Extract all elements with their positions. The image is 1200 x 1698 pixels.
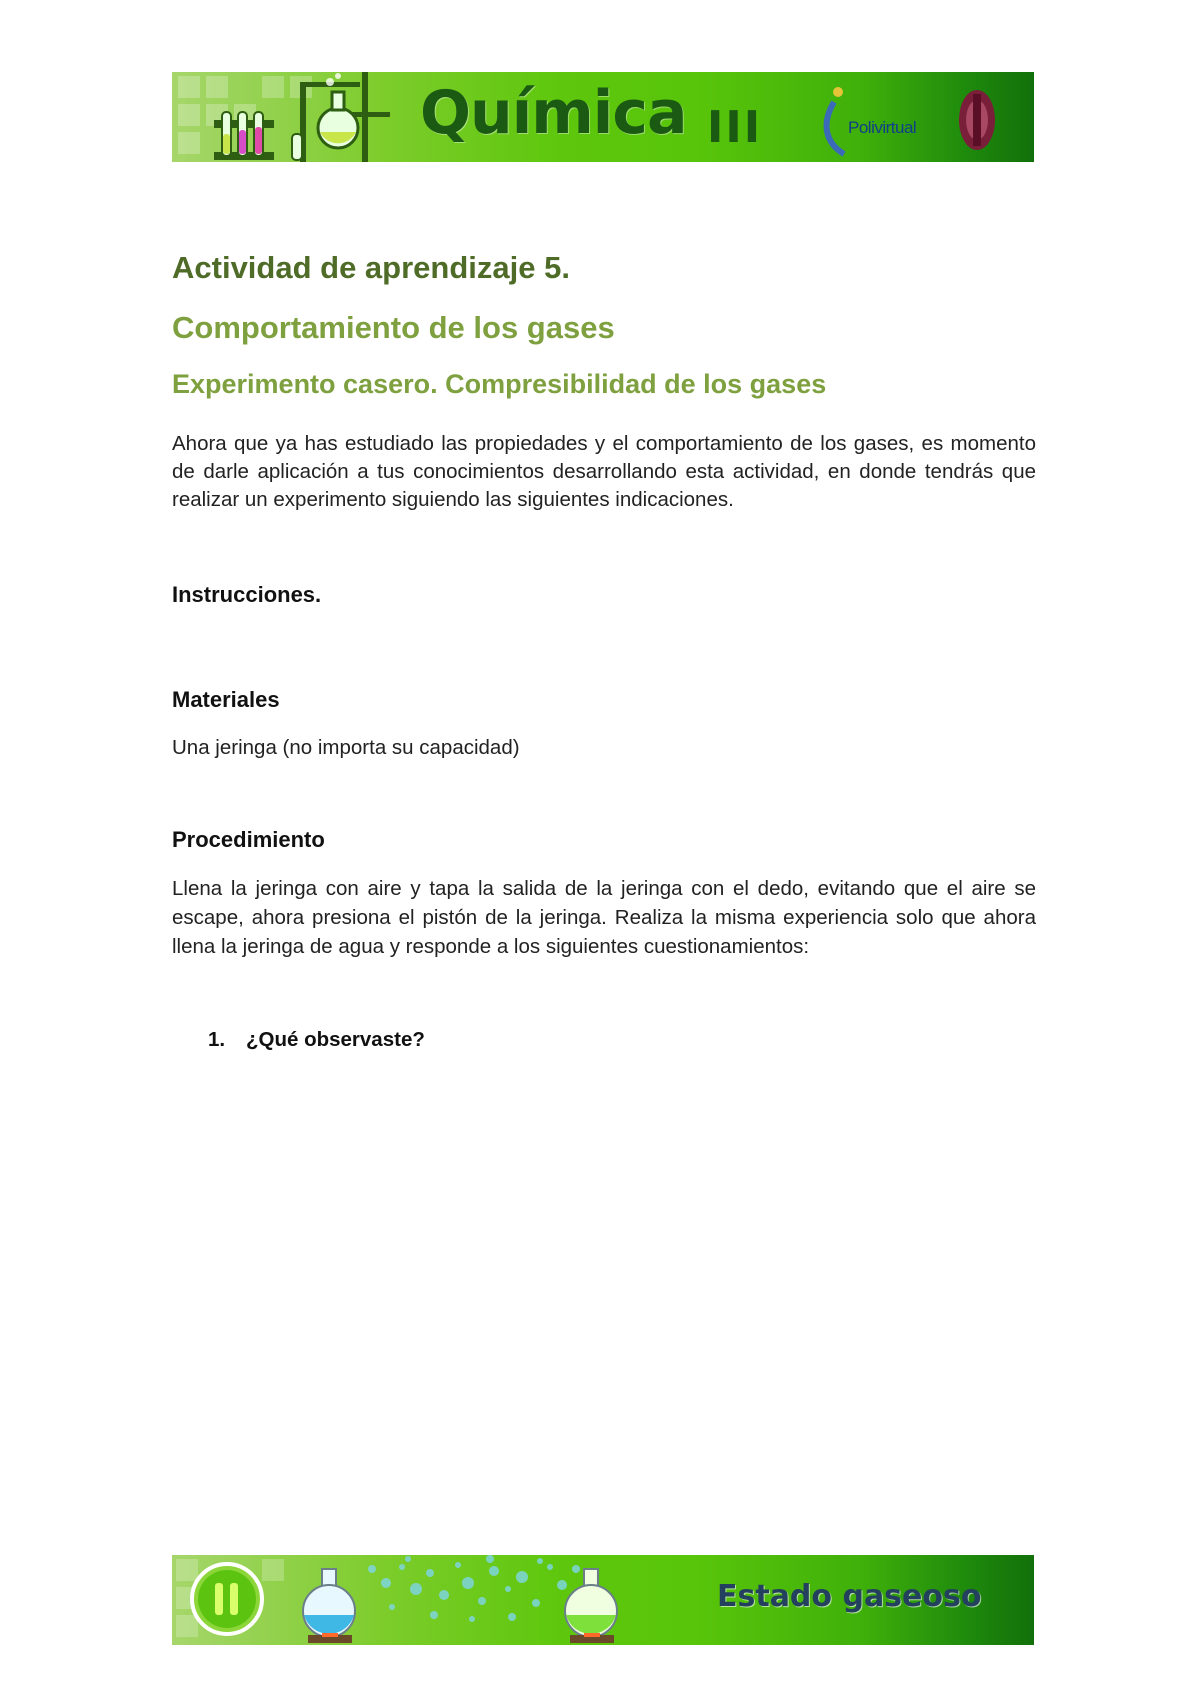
question-number: 1. — [208, 1028, 226, 1051]
course-title: Química — [420, 78, 687, 148]
ipn-seal — [959, 90, 995, 150]
question-text: ¿Qué observaste? — [246, 1028, 425, 1051]
materials-heading: Materiales — [172, 687, 280, 712]
instructions-heading: Instrucciones. — [172, 582, 322, 607]
topic-title: Comportamiento de los gases — [172, 310, 615, 345]
course-level: III — [707, 102, 763, 153]
polivirtual-label: Polivirtual — [848, 118, 917, 137]
flask-blue-icon — [303, 1569, 355, 1643]
procedure-heading: Procedimiento — [172, 827, 325, 852]
activity-title: Actividad de aprendizaje 5. — [172, 250, 570, 285]
test-tubes-icon — [214, 112, 274, 160]
procedure-paragraph: Llena la jeringa con aire y tapa la salida de la jeringa con el dedo, evitando que el aire se escape, ahora presiona el pistón de la jeringa. Realiza la misma experiencia solo que ahora llena la jeringa de agua y responde a los siguientes cuestionamientos: — [172, 877, 1036, 958]
footer-banner — [172, 1555, 1034, 1645]
materials-text: Una jeringa (no importa su capacidad) — [172, 736, 520, 759]
flask-green-icon — [565, 1569, 617, 1643]
intro-paragraph: Ahora que ya has estudiado las propiedades y el comportamiento de los gases, es momento de darle aplicación a tus conocimientos desarrollando esta actividad, en donde tendrás que realizar un experimento siguiendo las siguientes indicaciones. — [172, 432, 1036, 511]
polivirtual-logo — [827, 87, 844, 154]
experiment-title: Experimento casero. Compresibilidad de los gases — [172, 369, 827, 399]
question-item — [208, 1028, 425, 1052]
bubbles-decoration — [368, 1555, 580, 1622]
header-banner — [172, 72, 1034, 162]
pause-circle-icon — [192, 1564, 262, 1634]
lab-flask-stand-icon — [292, 72, 390, 162]
unit-title: Estado gaseoso — [717, 1579, 982, 1614]
